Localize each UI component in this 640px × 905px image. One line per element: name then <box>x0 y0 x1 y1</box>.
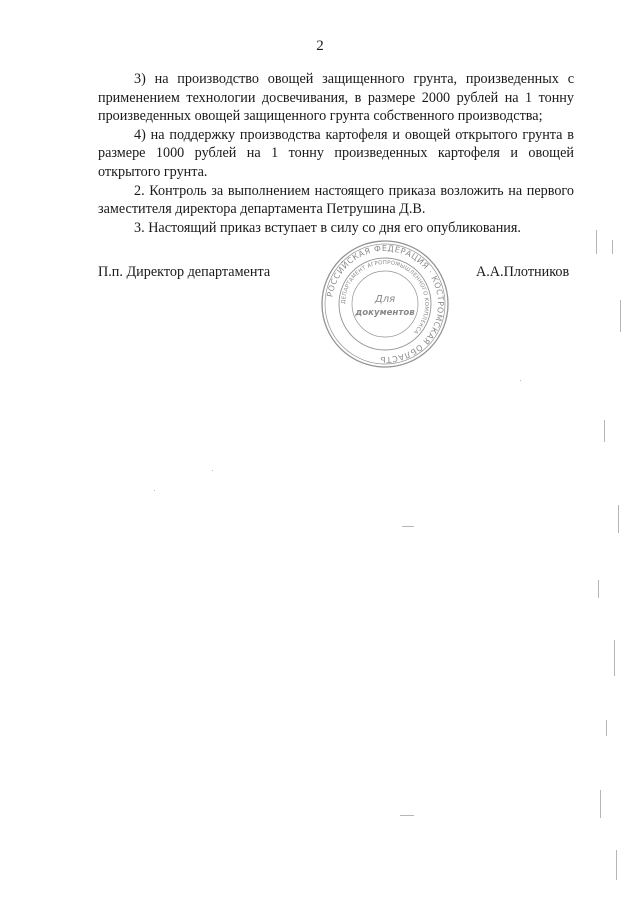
paragraph-control: 2. Контроль за выполнением настоящего приказа возложить на первого заместителя директора департамента Петрушина Д.В. <box>98 182 574 218</box>
document-body <box>98 70 574 237</box>
stamp-center-line2: документов <box>355 308 415 318</box>
paragraph-effective-date: 3. Настоящий приказ вступает в силу со дня его опубликования. <box>134 219 521 236</box>
signature-name: А.А.Плотников <box>476 264 570 280</box>
page-number: 2 <box>316 38 324 54</box>
stamp-outer-text: РОССИЙСКАЯ ФЕДЕРАЦИЯ · КОСТРОМСКАЯ ОБЛАСТЬ <box>325 243 446 365</box>
paragraph-item-4: 4) на поддержку производства картофеля и овощей открытого грунта в размере 1000 рублей на 1 тонну произведенных картофеля и овощей открытого грунта. <box>98 126 574 180</box>
official-stamp <box>318 238 452 370</box>
stamp-inner-text: ДЕПАРТАМЕНТ АГРОПРОМЫШЛЕННОГО КОМПЛЕКСА <box>340 259 430 335</box>
stamp-center-line1: Для <box>374 294 396 305</box>
signature-title: П.п. Директор департамента <box>98 264 271 280</box>
paragraph-item-3: 3) на производство овощей защищенного грунта, произведенных с применением технологии досвечивания, в размере 2000 рублей на 1 тонну произведенных овощей защищенного грунта собственного производства; <box>98 71 574 125</box>
